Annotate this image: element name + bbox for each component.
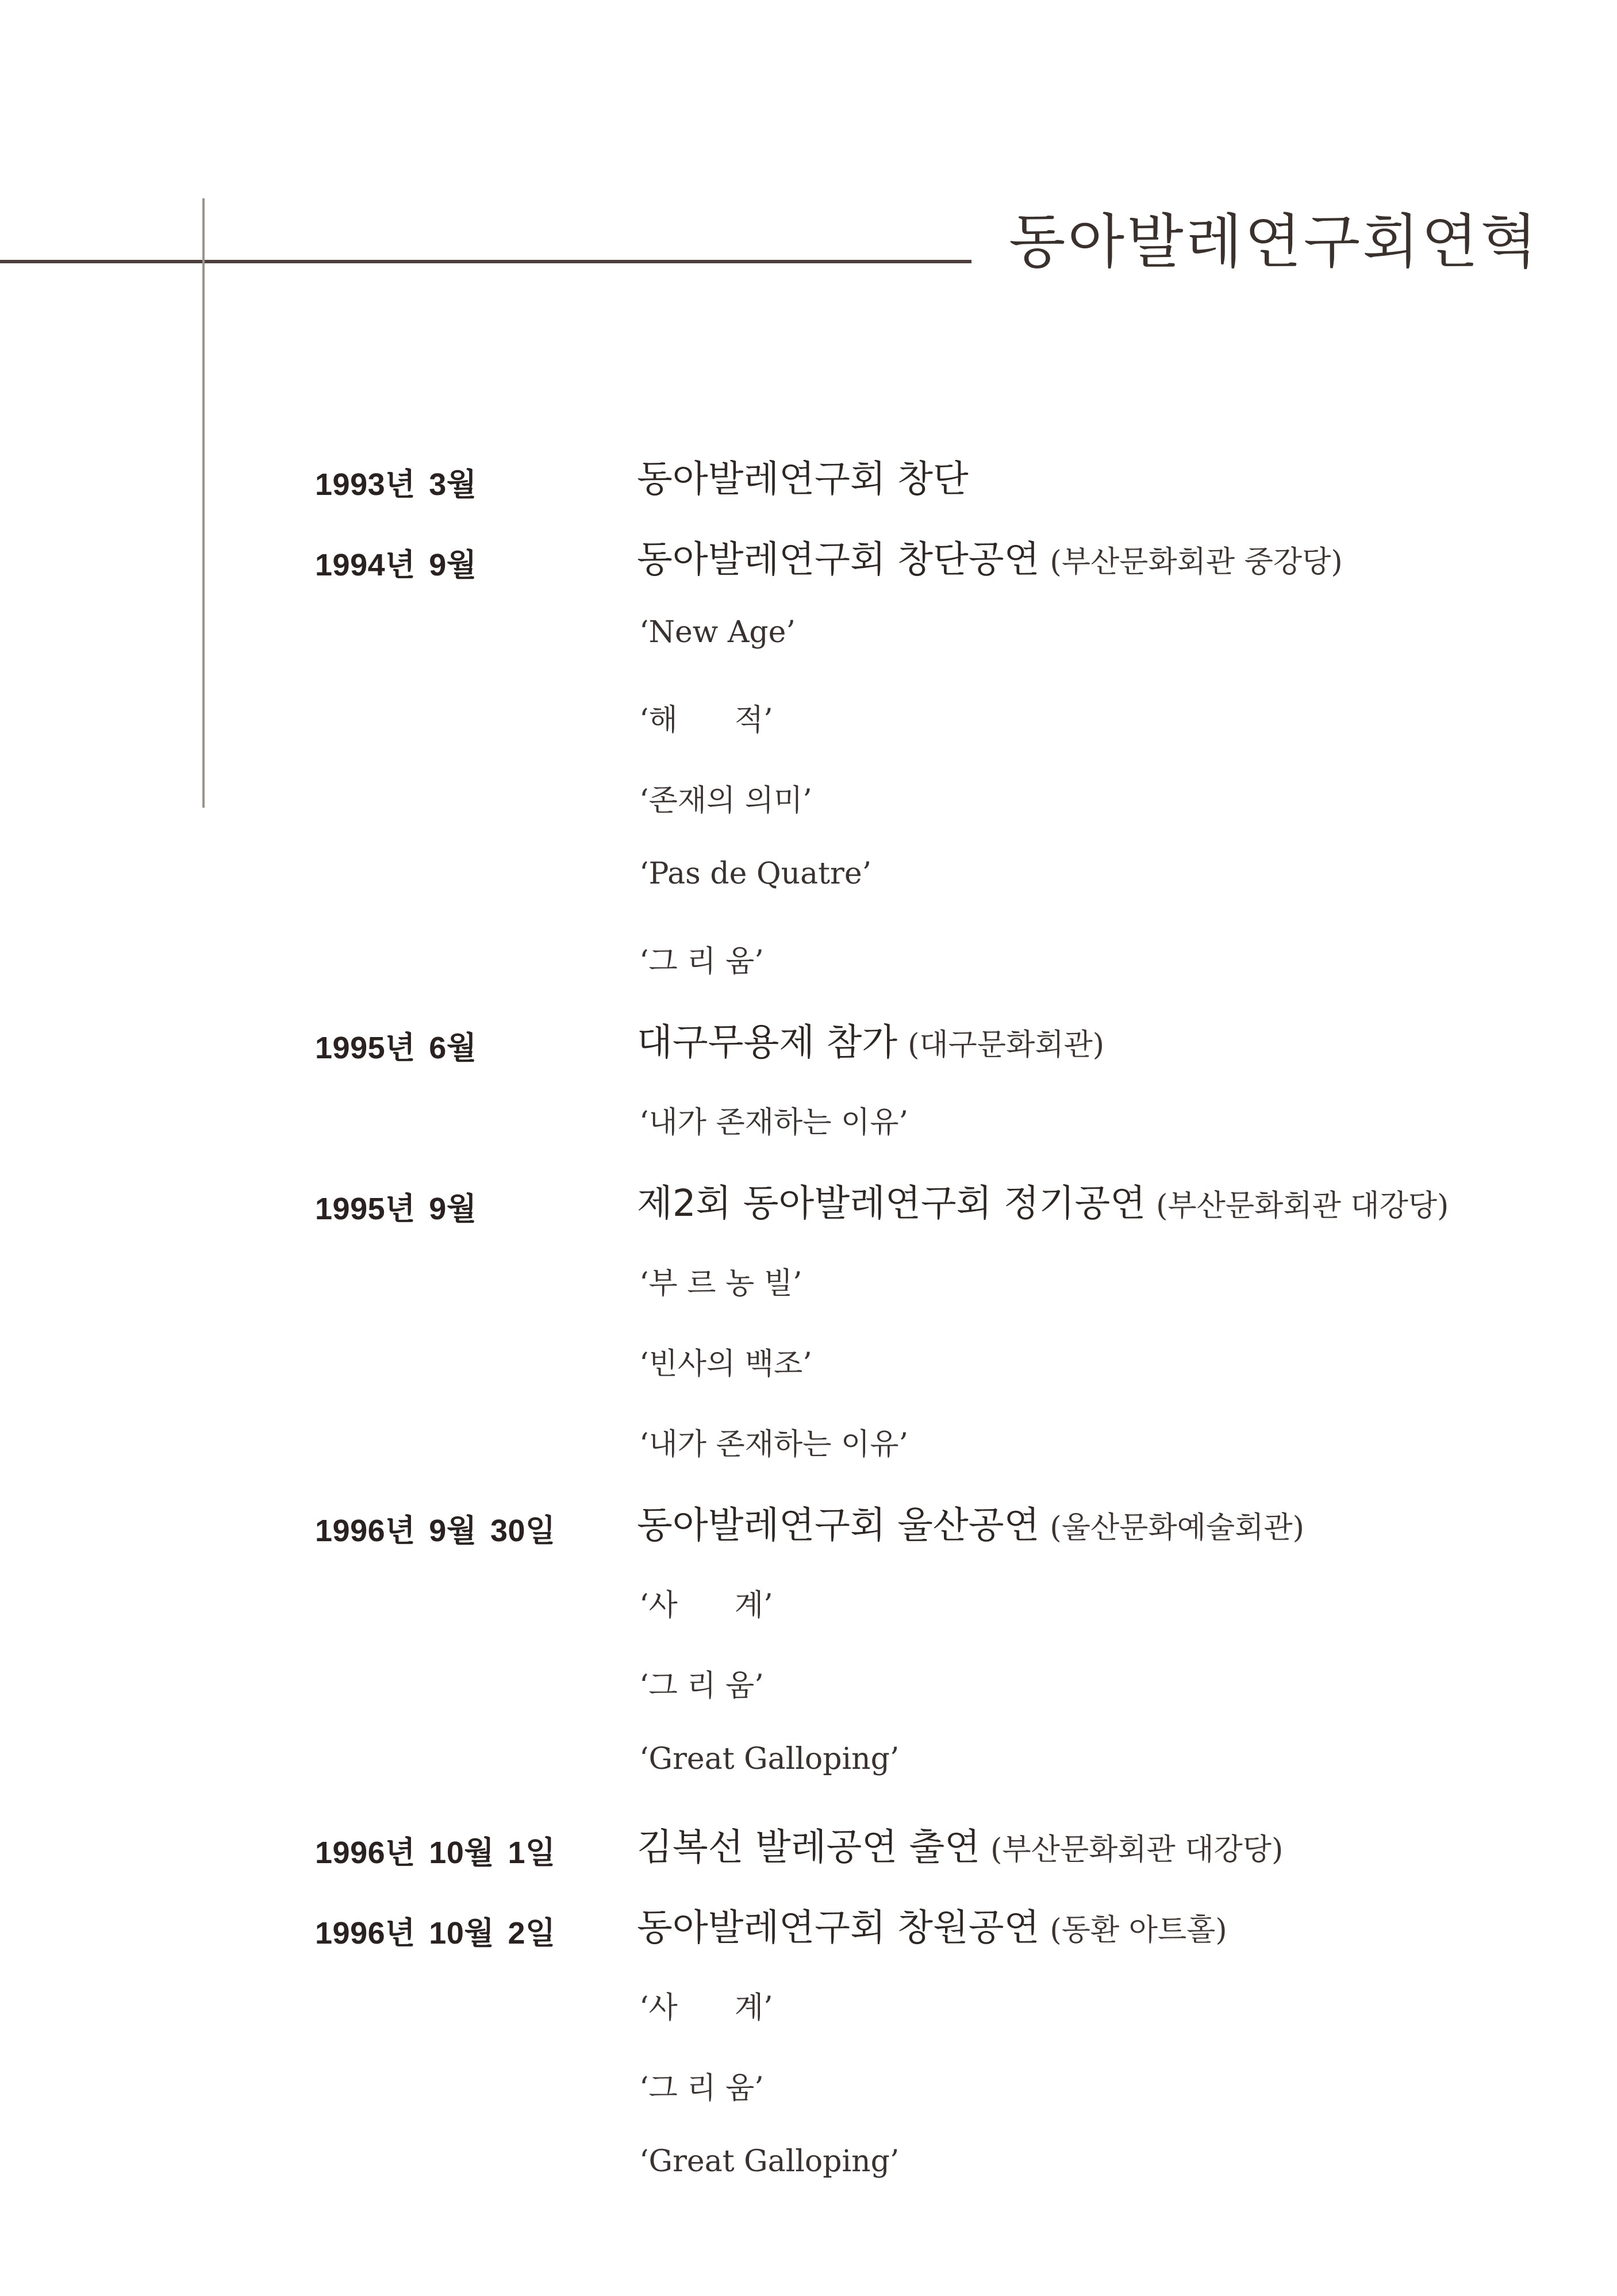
- page-title: 동아발레연구회연혁: [1009, 208, 1539, 277]
- event-venue: (부산문화회관 대강당): [990, 1833, 1284, 1867]
- event-title: 김복선 발레공연 출연: [637, 1826, 981, 1869]
- work-title: ‘존재의 의미’: [639, 784, 812, 818]
- entry-event: [637, 1818, 1283, 1871]
- event-title: 대구무용제 참가: [637, 1022, 898, 1064]
- event-title: 동아발레연구회 창단: [637, 458, 969, 501]
- program-item: [0, 2059, 1617, 2117]
- entry-date: 1996년 9월 30일: [315, 1514, 556, 1548]
- entry-event: [637, 1496, 1304, 1549]
- entry-date: 1995년 9월: [315, 1192, 477, 1226]
- event-venue: (동환 아트홀): [1050, 1913, 1227, 1948]
- program-item: [0, 1979, 1617, 2036]
- work-title: ‘사 계’: [639, 1991, 773, 2025]
- program-item: [0, 2140, 1617, 2197]
- event-venue: (대구문화회관): [908, 1028, 1105, 1062]
- work-title: ‘그 리 움’: [639, 1669, 764, 1703]
- program-item: [0, 771, 1617, 829]
- program-item: [0, 1576, 1617, 1634]
- timeline-entry: [0, 1898, 1617, 1956]
- work-title: ‘부 르 농 빌’: [639, 1266, 802, 1301]
- program-item: [0, 1335, 1617, 1392]
- work-title: ‘Pas de Quatre’: [639, 857, 872, 891]
- work-title: ‘New Age’: [639, 615, 796, 650]
- timeline-entry: [0, 530, 1617, 588]
- program-item: [0, 691, 1617, 748]
- timeline-entry: [0, 1013, 1617, 1070]
- entry-event: [637, 1898, 1227, 1951]
- work-title: ‘그 리 움’: [639, 2071, 764, 2106]
- event-title: 제2회 동아발레연구회 정기공연: [637, 1182, 1146, 1225]
- work-title: ‘Great Galloping’: [639, 1742, 900, 1776]
- work-title: ‘내가 존재하는 이유’: [639, 1105, 908, 1140]
- work-title: ‘해 적’: [639, 703, 773, 738]
- work-title: ‘그 리 움’: [639, 944, 764, 979]
- program-item: [0, 1093, 1617, 1151]
- entry-date: 1996년 10월 2일: [315, 1916, 556, 1951]
- event-title: 동아발레연구회 창단공연: [637, 539, 1040, 581]
- program-item: [0, 852, 1617, 909]
- event-venue: (부산문화회관 중강당): [1050, 545, 1343, 579]
- event-venue: (울산문화예술회관): [1050, 1511, 1304, 1545]
- timeline-entry: [0, 450, 1617, 507]
- work-title: ‘사 계’: [639, 1588, 773, 1623]
- program-item: [0, 1657, 1617, 1714]
- program-item: [0, 611, 1617, 668]
- program-item: [0, 1415, 1617, 1473]
- event-title: 동아발레연구회 울산공연: [637, 1504, 1040, 1547]
- entry-event: [637, 1013, 1104, 1066]
- timeline-entry: [0, 1818, 1617, 1875]
- entry-date: 1994년 9월: [315, 548, 477, 582]
- entry-date: 1993년 3월: [315, 467, 477, 502]
- work-title: ‘Great Galloping’: [639, 2144, 900, 2179]
- timeline-entry: [0, 1496, 1617, 1553]
- program-item: [0, 932, 1617, 990]
- work-title: ‘빈사의 백조’: [639, 1347, 812, 1381]
- timeline-entry: [0, 1174, 1617, 1231]
- entry-date: 1995년 6월: [315, 1031, 477, 1065]
- entry-event: [637, 1174, 1449, 1227]
- program-item: [0, 1737, 1617, 1795]
- entry-date: 1996년 10월 1일: [315, 1836, 556, 1870]
- program-item: [0, 1254, 1617, 1312]
- event-title: 동아발레연구회 창원공연: [637, 1907, 1040, 1949]
- work-title: ‘내가 존재하는 이유’: [639, 1427, 908, 1462]
- entry-event: [637, 530, 1343, 583]
- entry-event: [637, 450, 979, 502]
- event-venue: (부산문화회관 대강당): [1156, 1189, 1449, 1223]
